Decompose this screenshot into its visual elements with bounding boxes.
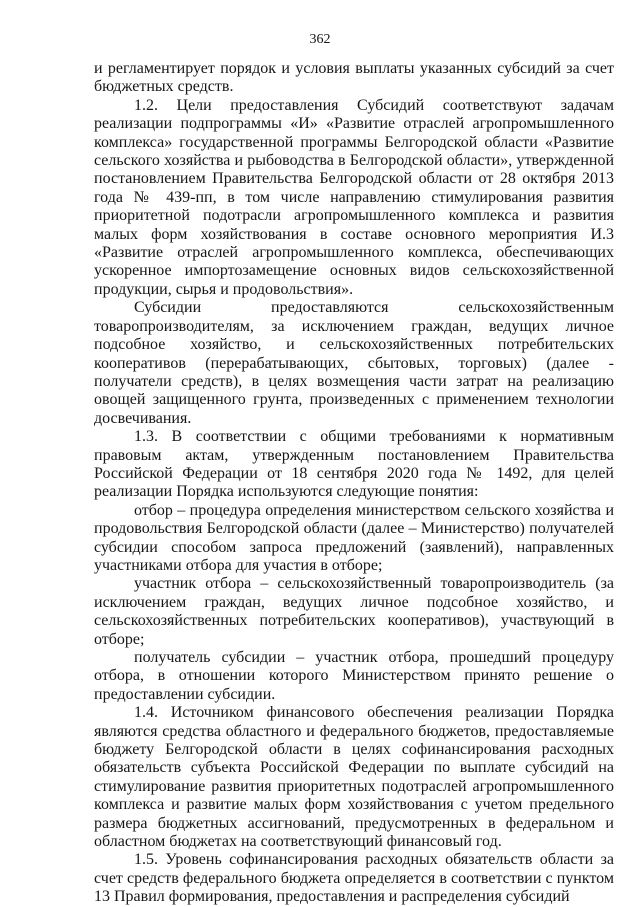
paragraph-continuation: и регламентирует порядок и условия выплаты указанных субсидий за счет бюджетных средств. (94, 60, 614, 96)
definition-participant: участник отбора – сельскохозяйственный товаропроизводитель (за исключением граждан, ведущих личное подсобное хозяйство, и сельскохозяйственных потребительских кооперативов), участвующий в отборе; (94, 575, 614, 648)
paragraph-recipients: Субсидии предоставляются сельскохозяйственным товаропроизводителям, за исключением граждан, ведущих личное подсобное хозяйство, и сельскохозяйственных потребительских кооперативов (перерабатывающих, сбытовых, торговых) (далее - получатели средств), в целях возмещения части затрат на реализацию овощей защищенного грунта, произведенных с применением технологии досвечивания. (94, 299, 614, 427)
document-body (94, 60, 614, 907)
paragraph-1-4-funding: 1.4. Источником финансового обеспечения реализации Порядка являются средства областного и федерального бюджетов, предоставляемые бюджету Белгородской области в целях софинансирования расходных обязательств субъекта Российской Федерации по выплате субсидий на стимулирование развития приоритетных подотраслей агропромышленного комплекса и развитие малых форм хозяйствования с учетом предельного размера бюджетных ассигнований, предусмотренных в федеральном и областном бюджетах на соответствующий финансовый год. (94, 704, 614, 851)
paragraph-1-3-definitions: 1.3. В соответствии с общими требованиями к нормативным правовым актам, утвержденным постановлением Правительства Российской Федерации от 18 сентября 2020 года № 1492, для целей реализации Порядка используются следующие понятия: (94, 428, 614, 501)
paragraph-1-2-goals: 1.2. Цели предоставления Субсидий соответствуют задачам реализации подпрограммы «И» «Развитие отраслей агропромышленного комплекса» государственной программы Белгородской области «Развитие сельского хозяйства и рыбоводства в Белгородской области», утвержденной постановлением Правительства Белгородской области от 28 октября 2013 года № 439-пп, в том числе направлению стимулирования развития приоритетной подотрасли агропромышленного комплекса и развития малых форм хозяйствования в составе основного мероприятия И.3 «Развитие отраслей агропромышленного комплекса, обеспечивающих ускоренное импортозамещение основных видов сельскохозяйственной продукции, сырья и продовольствия». (94, 96, 614, 298)
definition-selection: отбор – процедура определения министерством сельского хозяйства и продовольствия Белгородской области (далее – Министерство) получателей субсидии способом запроса предложений (заявлений), направленных участниками отбора для участия в отборе; (94, 501, 614, 574)
paragraph-1-5-cofinancing: 1.5. Уровень софинансирования расходных обязательств области за счет средств федерального бюджета определяется в соответствии с пунктом 13 Правил формирования, предоставления и распределения субсидий (94, 851, 614, 906)
page-number: 362 (309, 32, 331, 47)
definition-recipient: получатель субсидии – участник отбора, прошедший процедуру отбора, в отношении которого Министерством принято решение о предоставлении субсидии. (94, 649, 614, 703)
